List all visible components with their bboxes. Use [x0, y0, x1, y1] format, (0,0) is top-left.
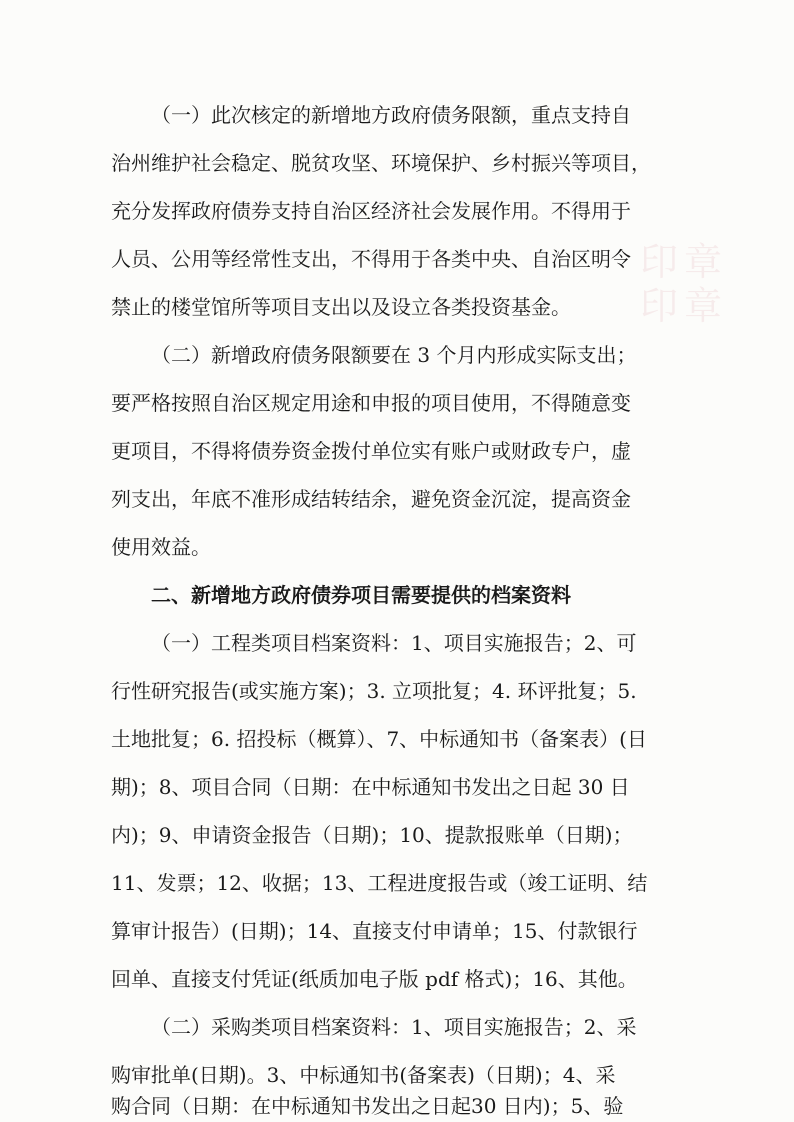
paragraph-line: 土地批复；6. 招投标（概算）、7、中标通知书（备案表）(日 [111, 727, 647, 751]
paragraph-line: 列支出，年底不准形成结转结余，避免资金沉淀，提高资金 [111, 487, 631, 511]
paragraph-line: 禁止的楼堂馆所等项目支出以及设立各类投资基金。 [111, 295, 571, 319]
paragraph-line: 治州维护社会稳定、脱贫攻坚、环境保护、乡村振兴等项目， [111, 151, 651, 175]
paragraph-line: 回单、直接支付凭证(纸质加电子版 pdf 格式)；16、其他。 [111, 967, 638, 991]
paragraph-line: 使用效益。 [111, 535, 211, 559]
paragraph-line: 11、发票；12、收据；13、工程进度报告或（竣工证明、结 [111, 871, 648, 895]
paragraph-line: 算审计报告）(日期)；14、直接支付申请单；15、付款银行 [111, 919, 638, 943]
paragraph-line: 购审批单(日期)。3、中标通知书(备案表)（日期)；4、采 [111, 1063, 616, 1087]
paragraph-line: 人员、公用等经常性支出，不得用于各类中央、自治区明令 [111, 247, 631, 271]
paragraph-line: 更项目，不得将债券资金拨付单位实有账户或财政专户，虚 [111, 439, 631, 463]
paragraph-line: （二）新增政府债务限额要在 3 个月内形成实际支出； [151, 343, 637, 367]
bleed-through-stamp: 印章 印章 [640, 240, 729, 328]
paragraph-line: （二）采购类项目档案资料：1、项目实施报告；2、采 [151, 1015, 637, 1039]
paragraph-line: 内)；9、申请资金报告（日期)；10、提款报账单（日期)； [111, 823, 633, 847]
paragraph-line: 行性研究报告(或实施方案)；3. 立项批复；4. 环评批复；5. [111, 679, 637, 703]
paragraph-line: （一）此次核定的新增地方政府债务限额，重点支持自 [151, 103, 631, 127]
paragraph-line: 充分发挥政府债券支持自治区经济社会发展作用。不得用于 [111, 199, 631, 223]
paragraph-line: 要严格按照自治区规定用途和申报的项目使用，不得随意变 [111, 391, 631, 415]
paragraph-line: 期)；8、项目合同（日期：在中标通知书发出之日起 30 日 [111, 775, 630, 799]
paragraph-line: 购合同（日期：在中标通知书发出之日起30 日内)；5、验 [111, 1094, 624, 1118]
section-heading: 二、新增地方政府债券项目需要提供的档案资料 [151, 583, 571, 607]
paragraph-line: （一）工程类项目档案资料：1、项目实施报告；2、可 [151, 631, 637, 655]
